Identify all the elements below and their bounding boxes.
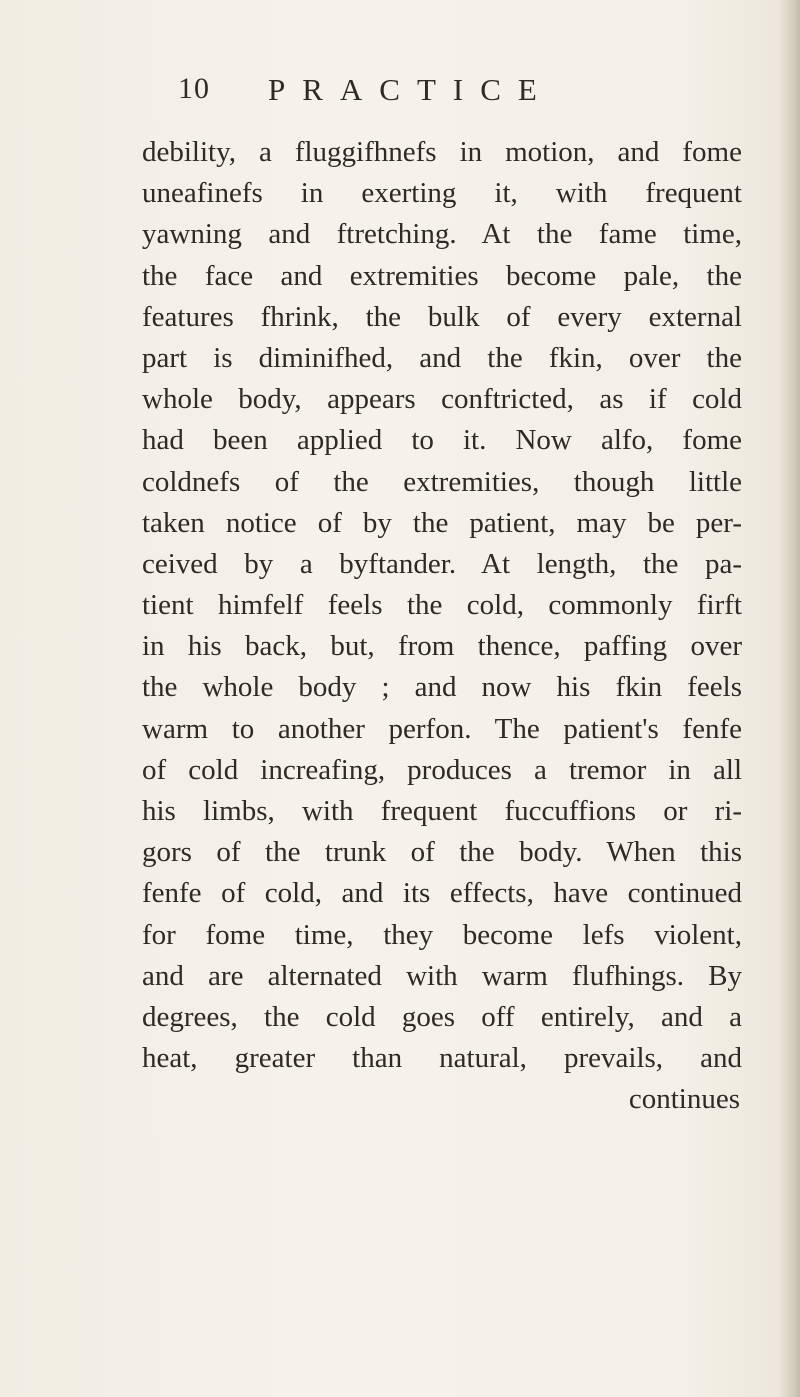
text-line: yawning and ftretching. At the fame time, — [142, 218, 742, 251]
text-line: uneafinefs in exerting it, with frequent — [142, 177, 742, 210]
text-line: had been applied to it. Now alfo, fome — [142, 424, 742, 457]
text-line: for fome time, they become lefs violent, — [142, 918, 742, 951]
text-line: part is diminifhed, and the fkin, over the — [142, 341, 742, 374]
body-text — [142, 132, 742, 1121]
text-line: and are alternated with warm flufhings. By — [142, 959, 742, 992]
running-head — [0, 72, 800, 112]
text-line: fenfe of cold, and its effects, have continued — [142, 877, 742, 910]
page-edge-shadow — [778, 0, 800, 1397]
text-line: the face and extremities become pale, the — [142, 259, 742, 292]
text-line: of cold increafing, produces a tremor in all — [142, 753, 742, 786]
text-line: features fhrink, the bulk of every external — [142, 300, 742, 333]
text-line: whole body, appears conftricted, as if cold — [142, 383, 742, 416]
text-line: heat, greater than natural, prevails, and — [142, 1042, 742, 1075]
text-line: coldnefs of the extremities, though little — [142, 465, 742, 498]
text-line: gors of the trunk of the body. When this — [142, 836, 742, 869]
text-line: debility, a fluggifhnefs in motion, and fome — [142, 136, 742, 168]
text-line: the whole body ; and now his fkin feels — [142, 671, 742, 704]
text-line: degrees, the cold goes off entirely, and a — [142, 1000, 742, 1033]
text-line: tient himfelf feels the cold, commonly firft — [142, 589, 742, 622]
text-line: in his back, but, from thence, paffing over — [142, 630, 742, 663]
text-line: taken notice of by the patient, may be per- — [142, 506, 742, 539]
running-title: PRACTICE — [268, 72, 554, 107]
text-line: ceived by a byftander. At length, the pa- — [142, 547, 742, 580]
page-number: 10 — [178, 72, 210, 105]
text-line: warm to another perfon. The patient's fenfe — [142, 712, 742, 745]
text-line: his limbs, with frequent fuccuffions or ri- — [142, 795, 742, 827]
catchword: continues — [628, 1083, 740, 1116]
